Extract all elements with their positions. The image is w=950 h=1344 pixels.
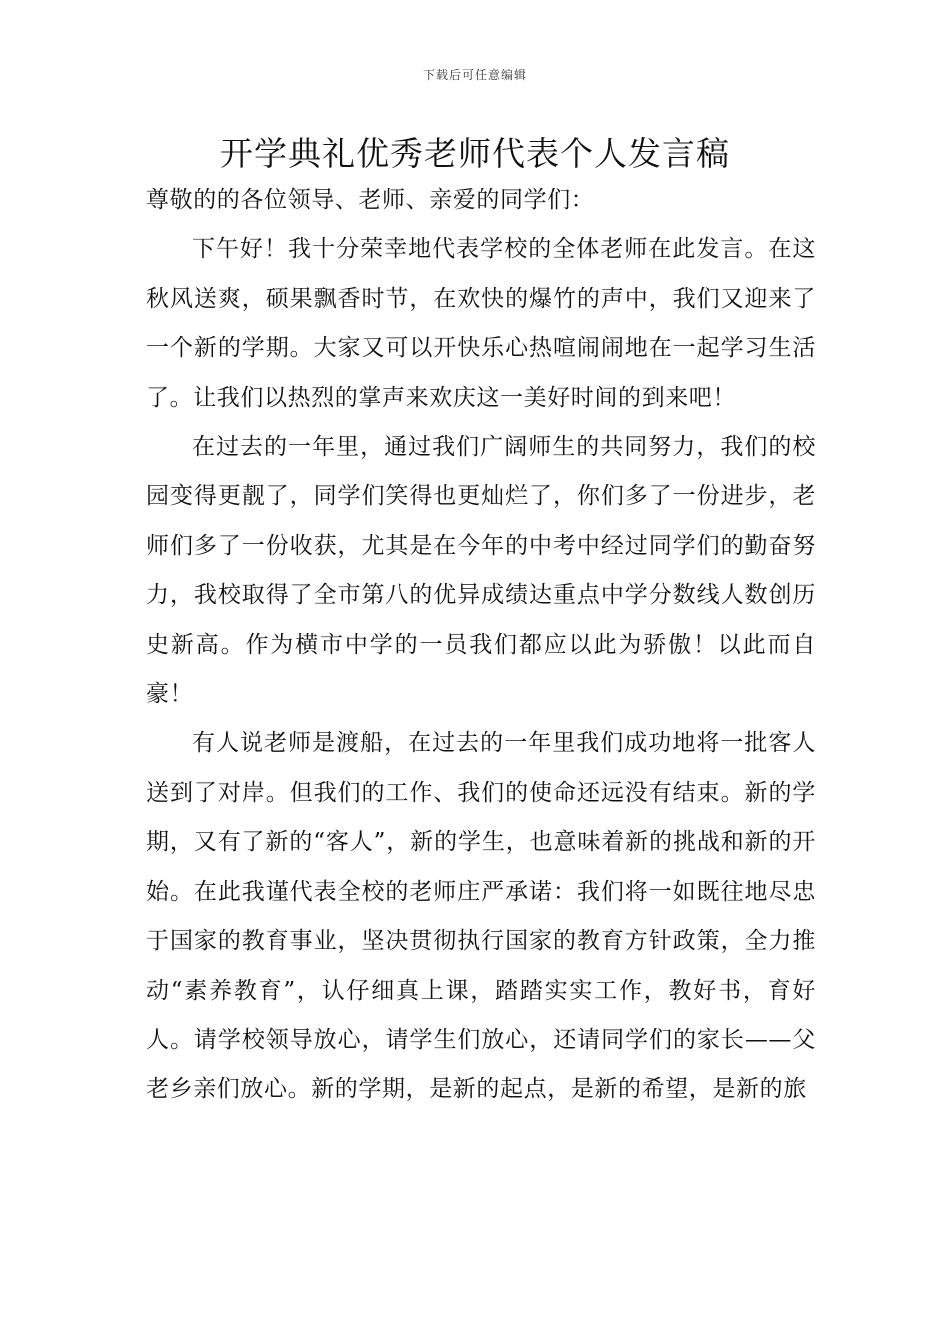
paragraph-3: 有人说老师是渡船，在过去的一年里我们成功地将一批客人送到了对岸。但我们的工作、我们的使命还远没有结束。新的学期，又有了新的“客人”，新的学生，也意味着新的挑战和新的开始。在此我谨代表全校的老师庄严承诺：我们将一如既往地尽忠于国家的教育事业，坚决贯彻执行国家的教育方针政策，全力推动“素养教育”，认仔细真上课，踏踏实实工作，教好书，育好人。请学校领导放心，请学生们放心，还请同学们的家长——父老乡亲们放心。新的学期，是新的起点，是新的希望，是新的旅 <box>146 730 816 1103</box>
salutation: 尊敬的的各位领导、老师、亲爱的同学们： <box>146 187 595 213</box>
paragraph-2: 在过去的一年里，通过我们广阔师生的共同努力，我们的校园变得更靓了，同学们笑得也更灿烂了，你们多了一份进步，老师们多了一份收获，尤其是在今年的中考中经过同学们的勤奋努力，我校取得了全市第八的优异成绩达重点中学分数线人数创历史新高。作为横市中学的一员我们都应以此为骄傲！以此而自豪！ <box>146 434 816 708</box>
header-note: 下载后可任意编辑 <box>422 68 527 82</box>
document-title: 开学典礼优秀老师代表个人发言稿 <box>220 134 730 173</box>
document-body <box>146 176 816 1115</box>
paragraph-1: 下午好！我十分荣幸地代表学校的全体老师在此发言。在这秋风送爽，硕果飘香时节，在欢快的爆竹的声中，我们又迎来了一个新的学期。大家又可以开快乐心热喧闹闹地在一起学习生活了。让我们以热烈的掌声来欢庆这一美好时间的到来吧！ <box>146 236 816 411</box>
